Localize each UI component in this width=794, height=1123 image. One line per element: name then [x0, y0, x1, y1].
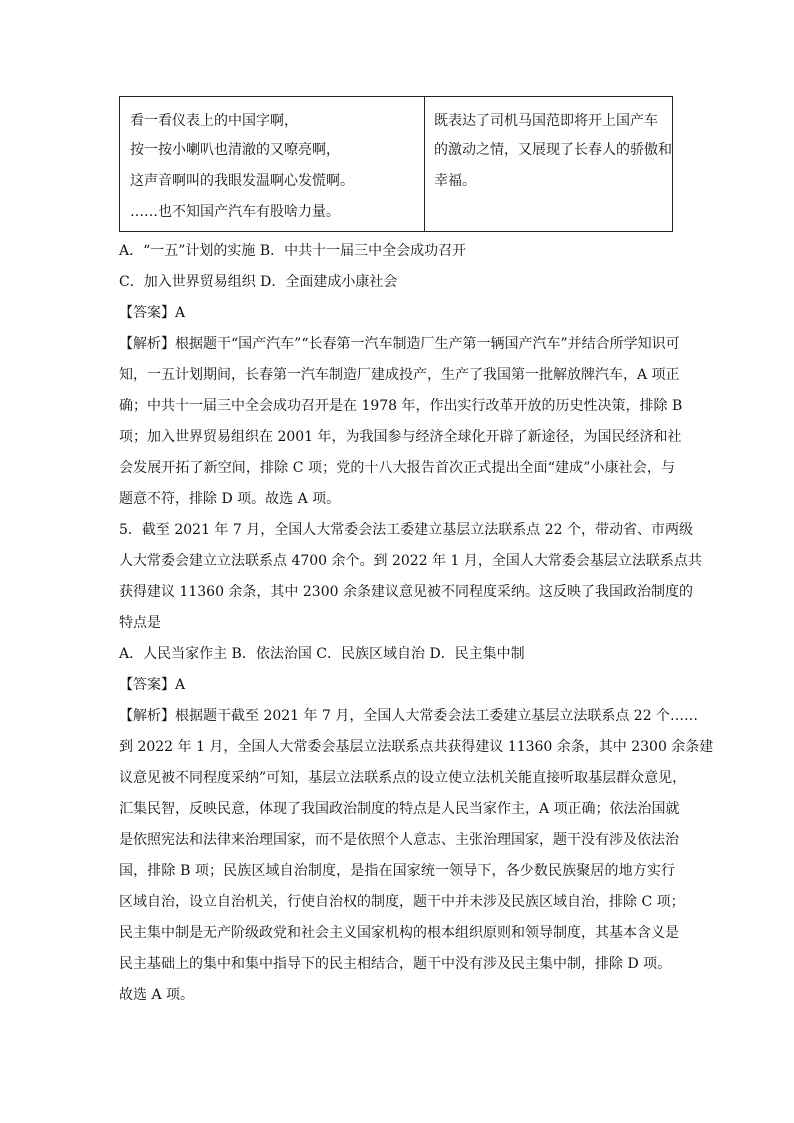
options-line: A．“一五”计划的实施 B．中共十一届三中全会成功召开: [119, 243, 467, 259]
answer-line: 【答案】A: [119, 677, 186, 693]
analysis-line: 议意见被不同程度采纳”可知，基层立法联系点的设立使立法机关能直接听取基层群众意见，: [119, 770, 687, 786]
analysis-line: 汇集民智，反映民意，体现了我国政治制度的特点是人民当家作主，A 项正确；依法治国就: [119, 801, 680, 817]
question-line: 人大常委会建立立法联系点 4700 余个。到 2022 年 1 月，全国人大常委会基层立法联系点共: [119, 553, 702, 569]
analysis-line: 到 2022 年 1 月，全国人大常委会基层立法联系点共获得建议 11360 余条，其中 2300 余条建: [119, 739, 714, 755]
analysis-line: 题意不符，排除 D 项。故选 A 项。: [119, 491, 341, 507]
analysis-line: 确；中共十一届三中全会成功召开是在 1978 年，作出实行改革开放的历史性决策，排除 B: [119, 398, 683, 414]
question-line: 5．截至 2021 年 7 月，全国人大常委会法工委建立基层立法联系点 22 个，带动省、市两级: [119, 522, 693, 538]
table-cell-comment: [425, 97, 672, 231]
comment-line: 既表达了司机马国范即将开上国产车: [434, 113, 658, 129]
analysis-line: 会发展开拓了新空间，排除 C 项；党的十八大报告首次正式提出全面“建成”小康社会，与: [119, 460, 675, 476]
analysis-line: 国，排除 B 项；民族区域自治制度，是指在国家统一领导下，各少数民族聚居的地方实行: [119, 863, 675, 879]
lyric-line: 按一按小喇叭也清澈的又嘹亮啊，: [130, 142, 340, 158]
options-line: C．加入世界贸易组织 D．全面建成小康社会: [119, 274, 398, 290]
question-line: 获得建议 11360 余条，其中 2300 余条建议意见被不同程度采纳。这反映了我国政治制度的: [119, 584, 693, 600]
analysis-line: 民主集中制是无产阶级政党和社会主义国家机构的根本组织原则和领导制度，其基本含义是: [119, 925, 679, 941]
analysis-line: 项；加入世界贸易组织在 2001 年，为我国参与经济全球化开辟了新途径，为国民经济和社: [119, 429, 682, 445]
options-line: A．人民当家作主 B．依法治国 C．民族区域自治 D．民主集中制: [119, 646, 525, 662]
analysis-line: 区域自治，设立自治机关，行使自治权的制度，题干中并未涉及民族区域自治，排除 C 项；: [119, 894, 685, 910]
comment-line: 幸福。: [434, 173, 476, 189]
lyric-line: 看一看仪表上的中国字啊，: [130, 113, 298, 129]
analysis-line: 故选 A 项。: [119, 987, 195, 1003]
table-cell-lyrics: [120, 97, 425, 231]
document-body: [119, 236, 714, 1011]
lyric-line: ……也不知国产汽车有股啥力量。: [130, 204, 340, 220]
question-line: 特点是: [119, 615, 161, 631]
analysis-line: 【解析】根据题干“国产汽车”“长春第一汽车制造厂生产第一辆国产汽车”并结合所学知识可: [119, 336, 680, 352]
analysis-line: 知，一五计划期间，长春第一汽车制造厂建成投产，生产了我国第一批解放牌汽车，A 项正: [119, 367, 680, 383]
comment-line: 的激动之情，又展现了长春人的骄傲和: [434, 142, 672, 158]
analysis-line: 是依照宪法和法律来治理国家，而不是依照个人意志、主张治理国家，题干没有涉及依法治: [119, 832, 679, 848]
poem-table: [119, 96, 673, 232]
answer-line: 【答案】A: [119, 305, 186, 321]
lyric-line: 这声音啊叫的我眼发温啊心发慌啊。: [130, 173, 354, 189]
analysis-line: 【解析】根据题干截至 2021 年 7 月，全国人大常委会法工委建立基层立法联系点 22 个……: [119, 708, 699, 724]
analysis-line: 民主基础上的集中和集中指导下的民主相结合，题干中没有涉及民主集中制，排除 D 项。: [119, 956, 672, 972]
